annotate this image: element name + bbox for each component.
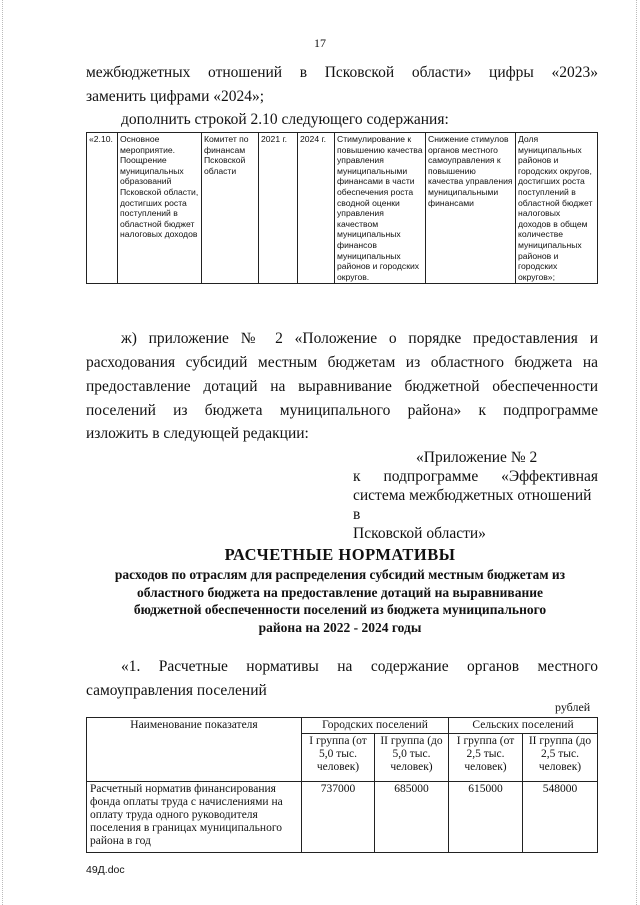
appendix-line: к подпрограмме «Эффективная (353, 468, 598, 485)
subheading-line: расходов по отраслям для распределения субсидий местным бюджетам из (114, 567, 566, 582)
header-rural: Сельских поселений (449, 718, 598, 734)
paragraph-line: расходования субсидий местным бюджетам из областного бюджета на (86, 354, 598, 371)
value-cell: 685000 (375, 782, 449, 853)
goal-cell: Стимулирование к повышению качества управления муниципальными финансами в части обеспечения роста сводной оценки управления качеством муниципальных финансов муниципальных районов и городских округов. (335, 133, 426, 284)
value-cell: 737000 (302, 782, 375, 853)
row-number: «2.10. (87, 133, 118, 284)
table-row (87, 133, 598, 284)
document-subheading (60, 566, 620, 636)
start-year-cell: 2021 г. (259, 133, 298, 284)
table-header-row (87, 718, 598, 734)
paragraph-line: поселений из бюджета муниципального района» к подпрограмме (86, 402, 598, 419)
subheading-line: района на 2022 - 2024 годы (258, 619, 422, 635)
risk-cell: Снижение стимулов органов местного самоуправления к повышению качества управления муниципальными финансами (426, 133, 516, 284)
paragraph-line: межбюджетных отношений в Псковской области» цифры «2023» (86, 64, 598, 81)
indicator-cell: Доля муниципальных районов и городских округов, достигших роста поступлений в областной бюджет налоговых доходов в общем количестве муниципальных районов и городских округов»; (516, 133, 598, 284)
row-label: Расчетный норматив финансирования фонда оплаты труда с начислениями на оплату труда одного руководителя поселения в границах муниципального района в год (87, 782, 302, 853)
subheading-line: областного бюджета на предоставление дотаций на выравнивание (136, 584, 543, 600)
paragraph-line: дополнить строкой 2.10 следующего содержания: (121, 111, 449, 128)
header-indicator-name: Наименование показателя (87, 718, 302, 782)
value-cell: 548000 (523, 782, 598, 853)
paragraph-line: предоставление дотаций на выравнивание бюджетной обеспеченности (86, 378, 598, 395)
appendix-line: «Приложение № 2 (416, 449, 538, 466)
header-urban: Городских поселений (302, 718, 449, 734)
appendix-line: система межбюджетных отношений в (353, 487, 592, 523)
right-scan-edge (636, 0, 638, 905)
appendix-reference (353, 448, 598, 543)
header-group: II группа (до 5,0 тыс. человек) (375, 734, 449, 782)
unit-label: рублей (555, 700, 591, 714)
header-group: I группа (от 5,0 тыс. человек) (302, 734, 375, 782)
event-cell: Основное мероприятие. Поощрение муниципальных образований Псковской области, достигших роста поступлений в областной бюджет налоговых доходов (118, 133, 202, 284)
paragraph-line: заменить цифрами «2024»; (86, 88, 265, 105)
end-year-cell: 2024 г. (298, 133, 335, 284)
header-group: I группа (от 2,5 тыс. человек) (449, 734, 523, 782)
page-number: 17 (314, 36, 326, 50)
paragraph-line: самоуправления поселений (86, 682, 267, 699)
left-scan-edge (2, 0, 4, 905)
subheading-line: бюджетной обеспеченности поселений из бюджета муниципального (133, 602, 547, 617)
appendix-line: Псковской области» (353, 525, 486, 542)
table-row (87, 782, 598, 853)
paragraph-line: изложить в следующей редакции: (86, 425, 309, 442)
paragraph-line: «1. Расчетные нормативы на содержание органов местного (121, 658, 598, 675)
header-group: II группа (до 2,5 тыс. человек) (523, 734, 598, 782)
value-cell: 615000 (449, 782, 523, 853)
document-heading: РАСЧЕТНЫЕ НОРМАТИВЫ (224, 545, 456, 564)
file-name: 49Д.doc (86, 864, 125, 876)
paragraph-line: ж) приложение № 2 «Положение о порядке предоставления и (121, 330, 598, 347)
program-row-table (86, 132, 598, 284)
norms-table (86, 717, 598, 853)
executor-cell: Комитет по финансам Псковской области (202, 133, 259, 284)
